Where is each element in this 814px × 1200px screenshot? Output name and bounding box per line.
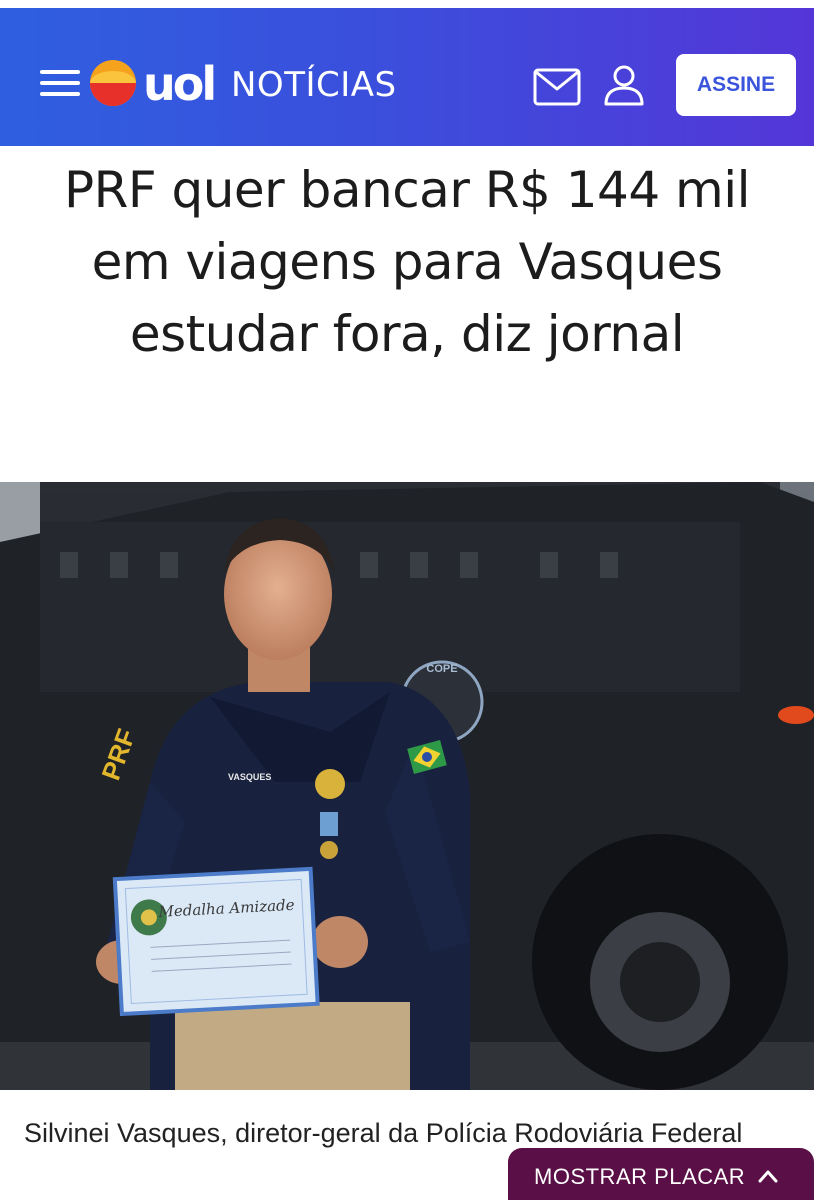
menu-icon[interactable] (40, 68, 80, 98)
vest-patch-text: PRF (95, 724, 142, 785)
show-scoreboard-button[interactable] (508, 1148, 814, 1200)
article-headline: PRF quer bancar R$ 144 mil em viagens para Vasques estudar fora, diz jornal (63, 161, 751, 363)
uol-sun-logo-icon[interactable] (88, 58, 138, 108)
chevron-up-icon (758, 1168, 778, 1184)
logo-section-name[interactable]: NOTÍCIAS (231, 65, 397, 105)
photo-illustration (0, 482, 814, 1090)
certificate-title-text: Medalha Amizade (158, 895, 295, 921)
status-strip (0, 0, 814, 8)
show-scoreboard-label: MOSTRAR PLACAR (534, 1164, 746, 1189)
site-header (0, 8, 814, 146)
name-tag-text: VASQUES (228, 772, 272, 782)
subscribe-button[interactable]: ASSINE (676, 54, 796, 116)
logo-brand[interactable]: uol (143, 57, 215, 111)
photo-caption: Silvinei Vasques, diretor-geral da Polícia Rodoviária Federal (24, 1118, 743, 1148)
article-photo[interactable] (0, 482, 814, 1090)
vehicle-badge-text: COPE (426, 663, 458, 675)
user-icon[interactable] (602, 64, 646, 106)
mail-icon[interactable] (533, 68, 581, 106)
